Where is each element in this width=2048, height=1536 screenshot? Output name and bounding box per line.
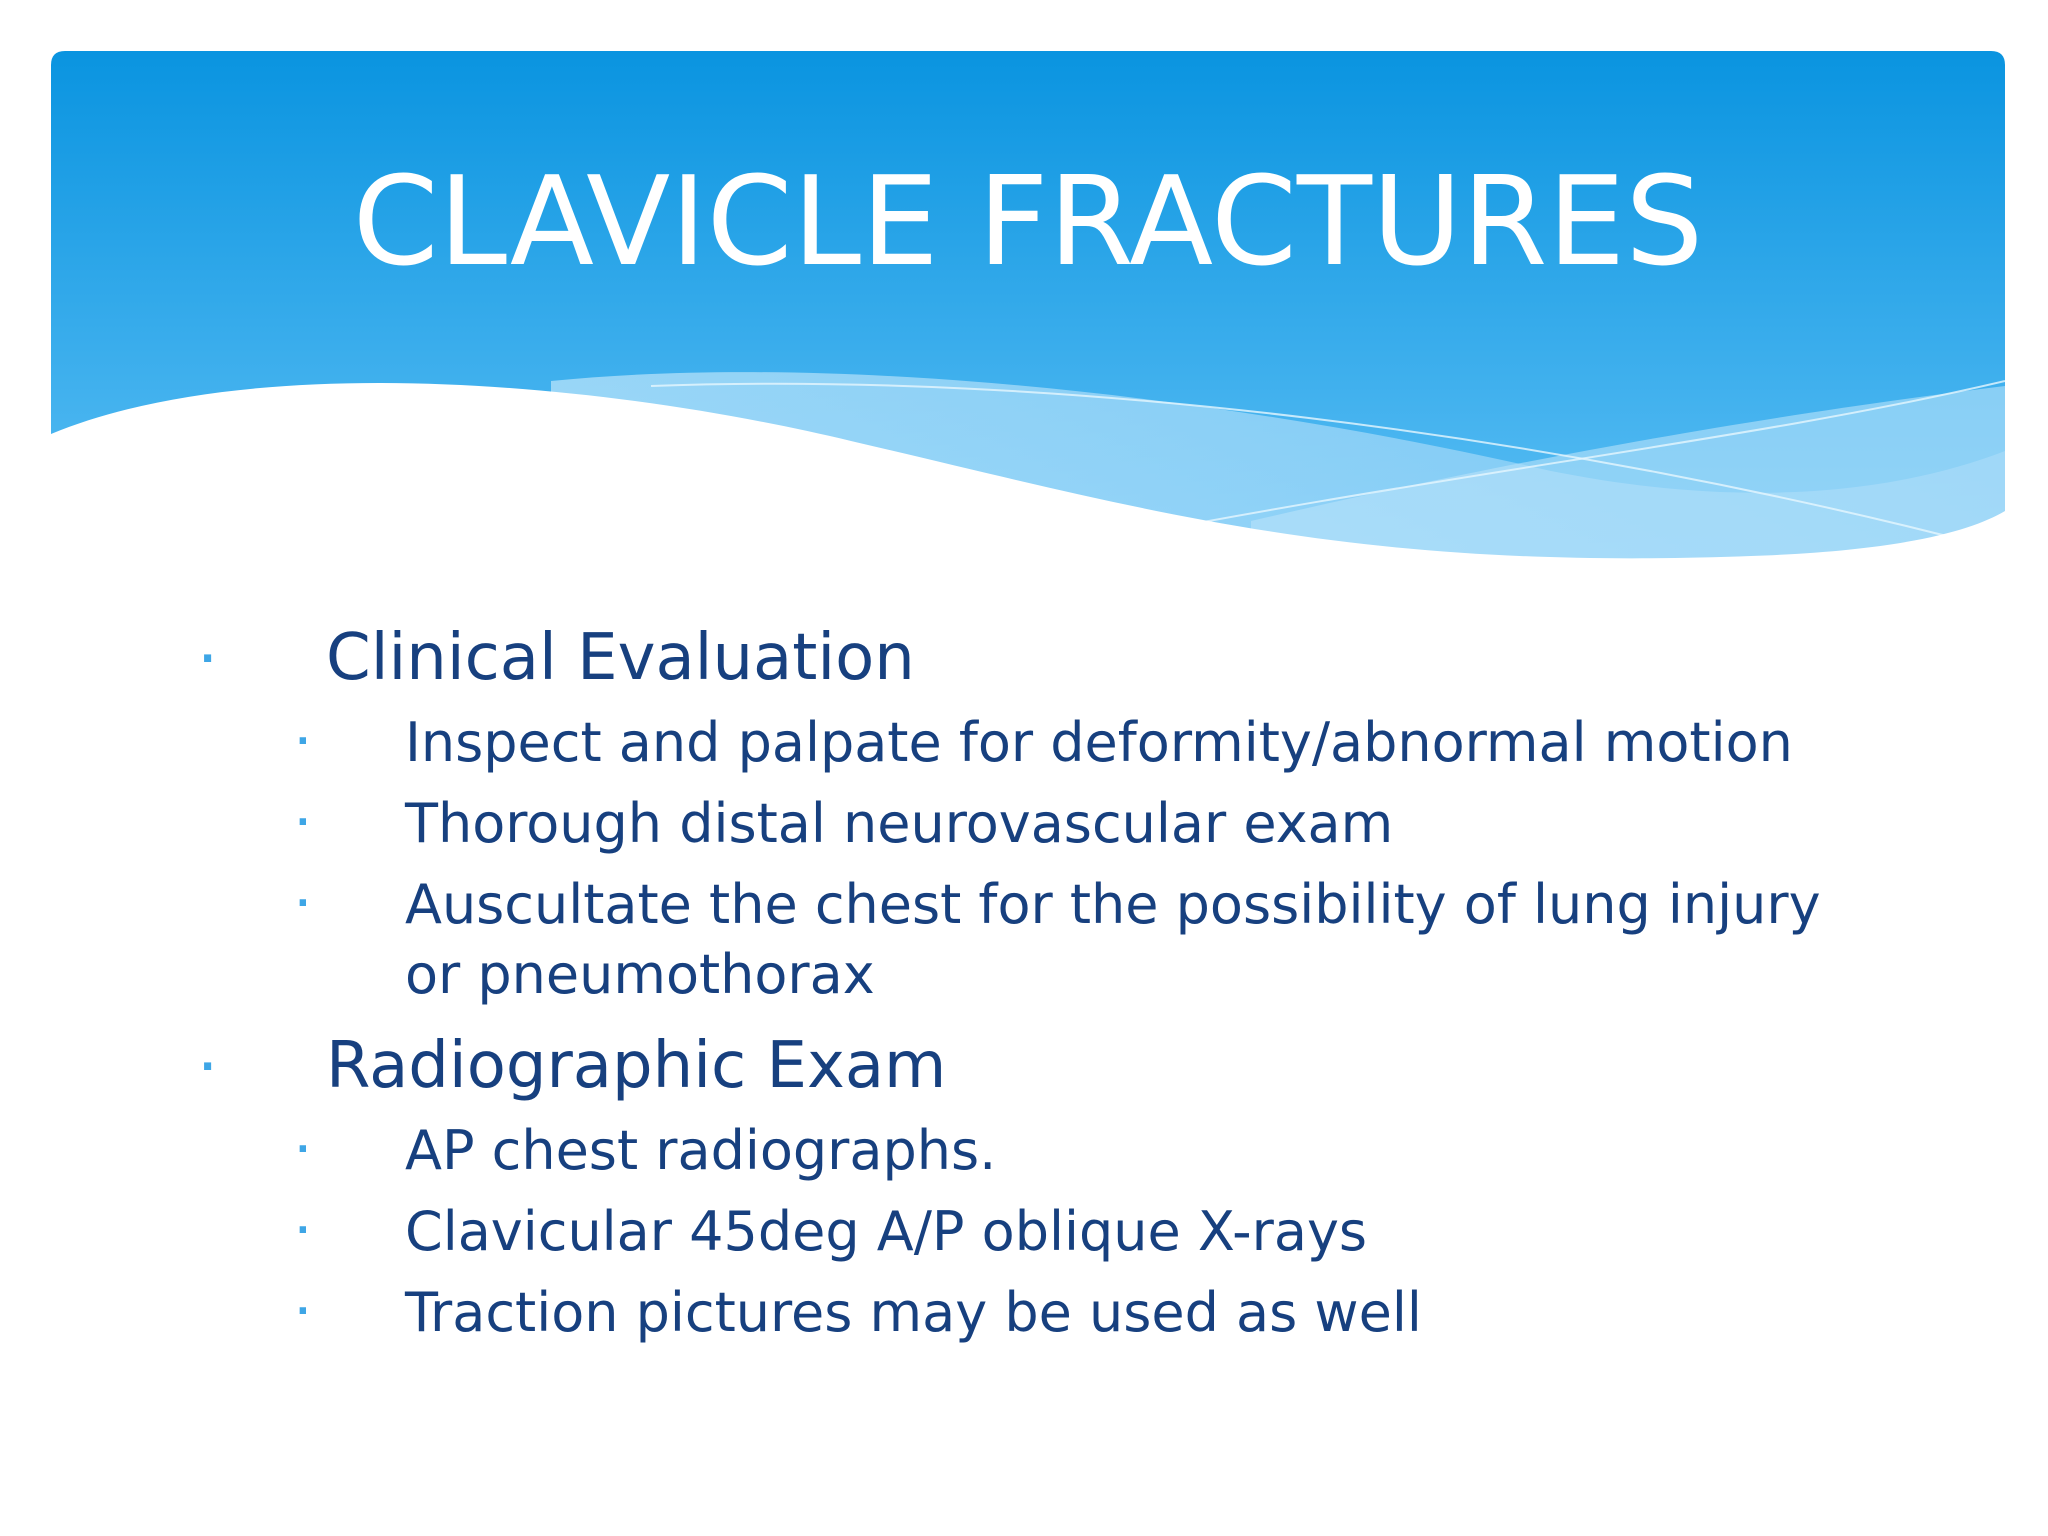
list-item: Thorough distal neurovascular exam	[405, 792, 1394, 855]
list-item: AP chest radiographs.	[405, 1119, 997, 1182]
section-heading-clinical-evaluation: Clinical Evaluation	[326, 621, 915, 695]
section-heading-radiographic-exam: Radiographic Exam	[326, 1029, 947, 1103]
bullet-marker: .	[296, 1120, 310, 1161]
bullet-marker: .	[200, 1034, 216, 1080]
bullet-marker: .	[296, 1201, 310, 1242]
bullet-marker: .	[296, 874, 310, 915]
bullet-marker: .	[296, 1282, 310, 1323]
bullet-marker: .	[296, 793, 310, 834]
list-item: Auscultate the chest for the possibility of lung injury	[405, 873, 1821, 936]
list-item-continuation: or pneumothorax	[405, 943, 875, 1006]
slide-title: CLAVICLE FRACTURES	[352, 151, 1704, 294]
bullet-marker: .	[296, 712, 310, 753]
bullet-marker: .	[200, 626, 216, 672]
list-item: Clavicular 45deg A/P oblique X-rays	[405, 1200, 1368, 1263]
list-item: Inspect and palpate for deformity/abnormal motion	[405, 711, 1793, 774]
list-item: Traction pictures may be used as well	[405, 1281, 1422, 1344]
